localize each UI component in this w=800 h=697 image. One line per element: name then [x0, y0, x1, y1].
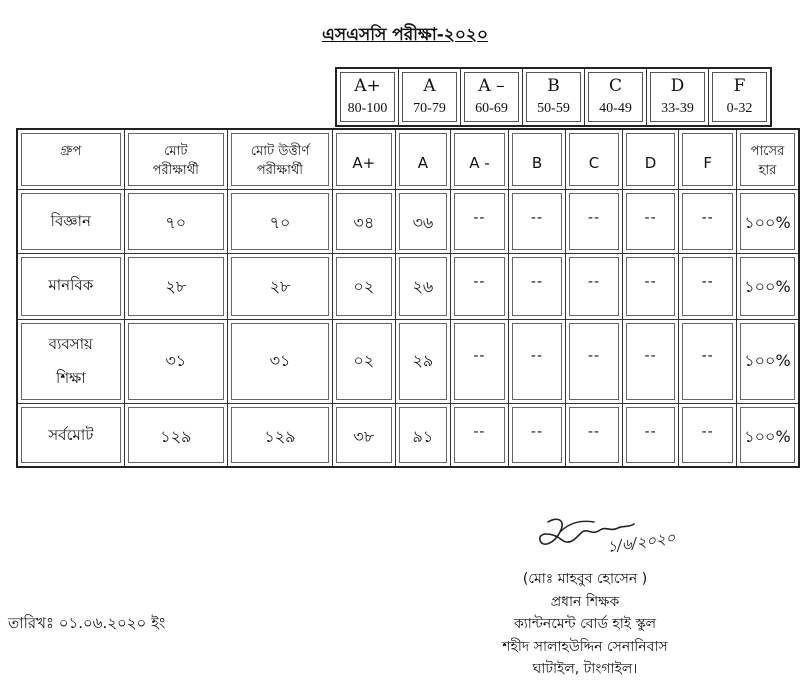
signature-date: ১/৬/২০২০	[606, 528, 677, 556]
grade-count-cell: --	[508, 319, 566, 403]
header-grade: F	[679, 129, 737, 189]
table-row-total	[17, 403, 799, 467]
table-row	[17, 253, 799, 319]
table-row	[17, 319, 799, 403]
grade-letter: A	[423, 76, 436, 96]
grade-letter: B	[547, 76, 560, 96]
school-name: ক্যান্টনমেন্ট বোর্ড হাই স্কুল	[513, 616, 657, 632]
grade-count-cell: --	[679, 319, 737, 403]
grade-range: 60-69	[475, 101, 508, 116]
grade-count-cell: ০২	[333, 319, 396, 403]
grade-count-cell: --	[679, 189, 737, 253]
grade-count-cell: --	[679, 253, 737, 319]
grade-letter: F	[733, 76, 746, 96]
grade-count-cell: ২৬	[395, 253, 451, 319]
grade-count-cell: --	[508, 253, 566, 319]
grade-count-cell: --	[622, 319, 679, 403]
grade-range: 40-49	[599, 101, 632, 116]
passed-cell: ৩১	[227, 319, 332, 403]
page-title: এসএসসি পরীক্ষা-২০২০	[321, 25, 489, 45]
header-grade: D	[622, 129, 679, 189]
grade-scale-cell	[647, 68, 709, 126]
grade-count-cell: --	[451, 253, 509, 319]
grade-scale-cell	[336, 68, 399, 126]
grade-count-cell: --	[451, 189, 509, 253]
signatory-designation: প্রধান শিক্ষক	[550, 593, 620, 610]
passed-cell: ২৮	[227, 253, 332, 319]
grade-count-cell: --	[508, 403, 566, 467]
signature-image	[530, 510, 700, 570]
grade-range: 50-59	[537, 101, 570, 116]
grade-scale-cell	[461, 68, 523, 126]
grade-count-cell: ৩৪	[333, 189, 396, 253]
header-grade: A -	[451, 129, 509, 189]
date-label: তারিখঃ ০১.০৬.২০২০ ইং	[8, 614, 166, 632]
grade-letter: A+	[354, 76, 381, 96]
grade-count-cell: --	[451, 403, 509, 467]
grade-scale-cell	[585, 68, 647, 126]
grade-count-cell: ০২	[333, 253, 396, 319]
grade-letter: A –	[478, 76, 505, 96]
header-total-examinees: মোট পরীক্ষার্থী	[124, 129, 227, 189]
total-cell: ২৮	[124, 253, 227, 319]
group-cell: মানবিক	[17, 253, 124, 319]
grade-count-cell: --	[566, 189, 623, 253]
signatory-name: (মোঃ মাহবুব হোসেন )	[522, 571, 648, 587]
header-grade: A	[395, 129, 451, 189]
grade-letter: D	[670, 76, 685, 96]
total-cell: ৩১	[124, 319, 227, 403]
grade-count-cell: ৯১	[395, 403, 451, 467]
results-table	[16, 128, 800, 468]
grade-count-cell: --	[566, 253, 623, 319]
header-grade: B	[508, 129, 566, 189]
grade-scale-table	[335, 67, 772, 127]
grade-count-cell: --	[566, 403, 623, 467]
passed-cell: ১২৯	[227, 403, 332, 467]
header-row	[17, 129, 799, 189]
pass-rate-cell: ১০০%	[736, 319, 799, 403]
grade-count-cell: --	[508, 189, 566, 253]
grade-scale-cell	[709, 68, 772, 126]
header-total-passed: মোট উত্তীর্ণ পরীক্ষার্থী	[227, 129, 332, 189]
grade-range: 70-79	[413, 101, 446, 116]
school-area: শহীদ সালাহউদ্দিন সেনানিবাস	[502, 638, 668, 655]
grade-count-cell: ৩৬	[395, 189, 451, 253]
grade-count-cell: ৩৮	[333, 403, 396, 467]
school-district: ঘাটাইল, টাংগাইল।	[532, 661, 638, 677]
pass-rate-cell: ১০০%	[736, 253, 799, 319]
header-grade: C	[566, 129, 623, 189]
grade-range: 80-100	[347, 101, 388, 116]
grade-count-cell: --	[451, 319, 509, 403]
group-cell: সর্বমোট	[17, 403, 124, 467]
grade-count-cell: ২৯	[395, 319, 451, 403]
total-cell: ১২৯	[124, 403, 227, 467]
group-cell: বিজ্ঞান	[17, 189, 124, 253]
pass-rate-cell: ১০০%	[736, 403, 799, 467]
header-grade: A+	[333, 129, 396, 189]
group-cell: ব্যবসায় শিক্ষা	[17, 319, 124, 403]
total-cell: ৭০	[124, 189, 227, 253]
table-row	[17, 189, 799, 253]
grade-count-cell: --	[679, 403, 737, 467]
grade-letter: C	[608, 76, 622, 96]
grade-range: 33-39	[661, 101, 694, 116]
grade-count-cell: --	[622, 189, 679, 253]
grade-range: 0-32	[726, 101, 753, 116]
grade-scale-cell	[399, 68, 461, 126]
grade-count-cell: --	[566, 319, 623, 403]
header-pass-rate: পাসের হার	[736, 129, 799, 189]
header-group: গ্রুপ	[17, 129, 124, 189]
grade-count-cell: --	[622, 403, 679, 467]
pass-rate-cell: ১০০%	[736, 189, 799, 253]
grade-scale-cell	[523, 68, 585, 126]
passed-cell: ৭০	[227, 189, 332, 253]
signatory-block	[470, 568, 700, 681]
grade-count-cell: --	[622, 253, 679, 319]
